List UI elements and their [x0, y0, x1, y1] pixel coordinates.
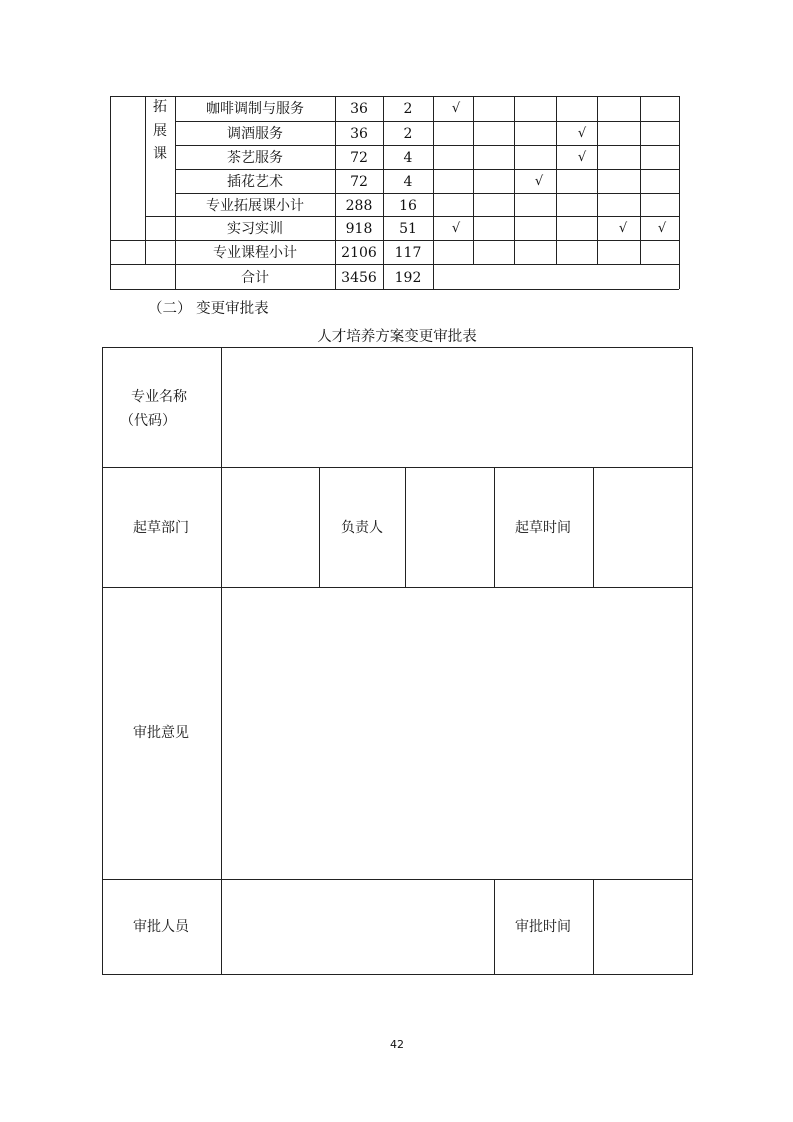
course-hours: 288 [345, 198, 373, 214]
approver-field[interactable] [222, 880, 494, 974]
course-credits: 16 [399, 198, 417, 214]
course-credits: 4 [403, 174, 413, 190]
approver-label: 审批人员 [133, 919, 189, 935]
draft-dept-field[interactable] [222, 468, 319, 587]
opinion-label: 审批意见 [133, 725, 189, 741]
check-mark: √ [451, 101, 461, 116]
course-subtotal-name: 专业拓展课小计 [206, 198, 304, 214]
section-heading: （二） 变更审批表 [148, 301, 269, 317]
course-credits: 4 [403, 150, 413, 166]
responsible-field[interactable] [406, 468, 494, 587]
check-mark: √ [618, 221, 628, 236]
course-name: 茶艺服务 [227, 150, 283, 166]
course-name: 插花艺术 [227, 174, 283, 190]
course-credits: 2 [403, 101, 413, 117]
professional-subtotal-name: 专业课程小计 [213, 245, 297, 261]
draft-time-field[interactable] [594, 468, 692, 587]
major-name-label: 专业名称 [131, 389, 187, 405]
course-hours: 36 [350, 126, 368, 142]
check-mark: √ [451, 221, 461, 236]
course-credits: 2 [403, 126, 413, 142]
responsible-label: 负责人 [341, 520, 383, 536]
course-name: 咖啡调制与服务 [206, 101, 304, 117]
course-name: 调酒服务 [227, 126, 283, 142]
page-number: 42 [390, 1038, 404, 1051]
check-mark: √ [657, 221, 667, 236]
course-hours: 72 [350, 174, 368, 190]
course-credits: 51 [399, 221, 417, 237]
major-code-label: （代码） [120, 413, 176, 429]
check-mark: √ [577, 150, 587, 165]
check-mark: √ [577, 126, 587, 141]
check-mark: √ [534, 174, 544, 189]
course-hours: 2106 [341, 245, 377, 261]
course-hours: 918 [345, 221, 373, 237]
course-hours: 72 [350, 150, 368, 166]
course-credits: 192 [394, 270, 422, 286]
course-name: 实习实训 [227, 221, 283, 237]
opinion-field[interactable] [222, 588, 692, 879]
total-name: 合计 [241, 270, 269, 286]
major-name-field[interactable] [222, 348, 692, 467]
approval-time-field[interactable] [594, 880, 692, 974]
draft-dept-label: 起草部门 [133, 520, 189, 536]
approval-time-label: 审批时间 [515, 919, 571, 935]
form-title: 人才培养方案变更审批表 [317, 329, 477, 345]
course-credits: 117 [394, 245, 422, 261]
course-hours: 36 [350, 101, 368, 117]
course-group-label: 拓展课 [153, 99, 167, 162]
draft-time-label: 起草时间 [515, 520, 571, 536]
course-hours: 3456 [341, 270, 377, 286]
